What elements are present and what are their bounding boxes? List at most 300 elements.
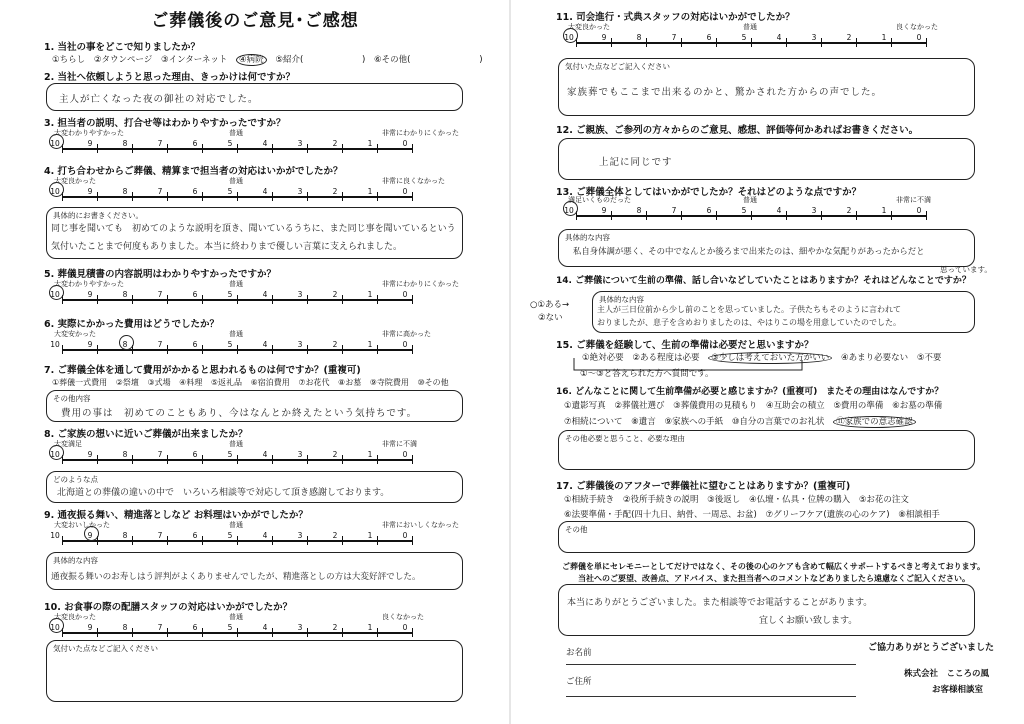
- scale-left-label: 大変良かった: [54, 613, 96, 621]
- scale-tick[interactable]: [307, 536, 308, 545]
- scale-tick[interactable]: [751, 211, 752, 220]
- q11-answer: 家族葬でもここまで出来るのかと、驚かされた方からの声でした。: [567, 87, 883, 98]
- scale-tick[interactable]: [97, 455, 98, 464]
- q1-option[interactable]: ③インターネット: [160, 55, 228, 65]
- q15-option[interactable]: ⑤不要: [916, 353, 942, 363]
- q13-scale[interactable]: [564, 196, 976, 226]
- scale-number[interactable]: 10: [50, 531, 60, 540]
- q10-text: 10. お食事の際の配膳スタッフの対応はいかがでしたか？: [44, 602, 293, 613]
- scale-mid-label: 普通: [229, 330, 243, 338]
- scale-number[interactable]: 3: [297, 290, 303, 299]
- scale-tick[interactable]: [856, 211, 857, 220]
- q13-answer-box[interactable]: [558, 229, 975, 267]
- q17-option[interactable]: ③後返し: [707, 495, 741, 505]
- scale-number[interactable]: 9: [87, 139, 93, 148]
- q15-option[interactable]: ④あまり必要ない: [840, 353, 909, 363]
- scale-tick[interactable]: [97, 295, 98, 304]
- scale-number[interactable]: 8: [122, 290, 128, 299]
- q9-scale[interactable]: [50, 521, 462, 551]
- q7-box-label: その他内容: [53, 394, 91, 403]
- scale-number[interactable]: 3: [811, 33, 817, 42]
- scale-tick[interactable]: [307, 144, 308, 153]
- scale-number[interactable]: 2: [332, 340, 338, 349]
- scale-right-label: 非常に不満: [896, 196, 931, 204]
- q7-option[interactable]: ⑩その他: [417, 378, 449, 387]
- scale-number[interactable]: 2: [332, 290, 338, 299]
- right-page: [512, 0, 1024, 724]
- scale-number[interactable]: 10: [564, 33, 574, 42]
- scale-number[interactable]: 9: [87, 187, 93, 196]
- q7-option[interactable]: ⑦お花代: [298, 378, 330, 387]
- scale-tick[interactable]: [891, 211, 892, 220]
- q7-answer-box[interactable]: [46, 390, 463, 422]
- scale-tick[interactable]: [377, 536, 378, 545]
- scale-number[interactable]: 7: [157, 450, 163, 459]
- scale-number[interactable]: 6: [192, 187, 198, 196]
- scale-number[interactable]: 3: [297, 450, 303, 459]
- scale-number[interactable]: 5: [227, 450, 233, 459]
- scale-number[interactable]: 6: [192, 290, 198, 299]
- q16-option[interactable]: ③葬儀費用の見積もり: [673, 401, 758, 411]
- q7-option[interactable]: ⑧お墓: [338, 378, 362, 387]
- scale-number[interactable]: 1: [367, 290, 373, 299]
- scale-selected-circle: [563, 28, 578, 43]
- q16-option[interactable]: ⑩自分の言葉でのお礼状: [731, 417, 825, 427]
- scale-number[interactable]: 6: [192, 139, 198, 148]
- q11-answer-box[interactable]: [558, 58, 975, 116]
- scale-number[interactable]: 10: [50, 340, 60, 349]
- scale-tick[interactable]: [412, 455, 413, 464]
- scale-selected-circle: [563, 201, 578, 216]
- q7-option[interactable]: ②祭壇: [115, 378, 139, 387]
- scale-tick[interactable]: [377, 455, 378, 464]
- scale-tick[interactable]: [132, 455, 133, 464]
- q14-answer-box[interactable]: [592, 291, 975, 333]
- scale-tick[interactable]: [202, 345, 203, 354]
- scale-number[interactable]: 0: [402, 623, 408, 632]
- q7-option[interactable]: ⑥宿泊費用: [250, 378, 290, 387]
- q11-scale[interactable]: [564, 23, 976, 53]
- q7-option[interactable]: ③式場: [147, 378, 171, 387]
- scale-number[interactable]: 1: [367, 450, 373, 459]
- q2-answer-box[interactable]: [46, 83, 463, 111]
- q1-option[interactable]: ①ちらし: [52, 55, 86, 65]
- scale-number[interactable]: 0: [916, 33, 922, 42]
- q14-no[interactable]: ②ない: [538, 313, 563, 323]
- scale-tick[interactable]: [856, 38, 857, 47]
- q16-option[interactable]: ⑧遺言: [631, 417, 656, 427]
- scale-tick[interactable]: [342, 345, 343, 354]
- scale-number[interactable]: 7: [157, 340, 163, 349]
- scale-tick[interactable]: [132, 536, 133, 545]
- scale-tick[interactable]: [342, 144, 343, 153]
- scale-number[interactable]: 5: [227, 187, 233, 196]
- scale-tick[interactable]: [377, 628, 378, 637]
- scale-number[interactable]: 2: [846, 206, 852, 215]
- scale-tick[interactable]: [132, 628, 133, 637]
- scale-tick[interactable]: [342, 455, 343, 464]
- q16-option[interactable]: ⑤費用の準備: [833, 401, 884, 411]
- scale-number[interactable]: 4: [262, 450, 268, 459]
- scale-number[interactable]: 10: [50, 290, 60, 299]
- scale-tick[interactable]: [786, 38, 787, 47]
- q7-option[interactable]: ①葬儀一式費用: [52, 378, 108, 387]
- scale-number[interactable]: 3: [297, 623, 303, 632]
- scale-number[interactable]: 4: [262, 187, 268, 196]
- scale-number[interactable]: 1: [367, 187, 373, 196]
- scale-number[interactable]: 0: [402, 531, 408, 540]
- scale-number[interactable]: 3: [297, 187, 303, 196]
- q1-option[interactable]: ⑤紹介(: [275, 55, 304, 65]
- scale-tick[interactable]: [926, 38, 927, 47]
- q17-option[interactable]: ⑦グリーフケア(遺族の心のケア): [765, 510, 890, 520]
- scale-tick[interactable]: [926, 211, 927, 220]
- scale-tick[interactable]: [272, 144, 273, 153]
- scale-number[interactable]: 5: [227, 623, 233, 632]
- scale-number[interactable]: 10: [50, 139, 60, 148]
- scale-number[interactable]: 9: [601, 33, 607, 42]
- company-name: 株式会社 こころの風: [904, 669, 990, 679]
- scale-number[interactable]: 1: [367, 340, 373, 349]
- scale-tick[interactable]: [202, 628, 203, 637]
- scale-number[interactable]: 7: [671, 206, 677, 215]
- scale-tick[interactable]: [167, 345, 168, 354]
- scale-right-label: 良くなかった: [896, 23, 938, 31]
- q9-answer-box[interactable]: [46, 552, 463, 590]
- scale-tick[interactable]: [377, 295, 378, 304]
- scale-tick[interactable]: [237, 536, 238, 545]
- scale-tick[interactable]: [716, 38, 717, 47]
- scale-number[interactable]: 1: [881, 206, 887, 215]
- scale-right-label: 非常に良くなかった: [382, 177, 445, 185]
- scale-number[interactable]: 1: [367, 623, 373, 632]
- scale-tick[interactable]: [202, 192, 203, 201]
- q16-answer-box[interactable]: [558, 430, 975, 470]
- scale-tick[interactable]: [272, 455, 273, 464]
- q17-option[interactable]: ①相続手続き: [564, 495, 615, 505]
- scale-number[interactable]: 1: [367, 139, 373, 148]
- q16-option[interactable]: ④互助会の積立: [765, 401, 825, 411]
- q17-option[interactable]: ⑤お花の注文: [858, 495, 909, 505]
- scale-tick[interactable]: [646, 38, 647, 47]
- scale-left-label: 大変安かった: [54, 330, 96, 338]
- scale-tick[interactable]: [751, 38, 752, 47]
- closing-answer-box[interactable]: [558, 584, 975, 636]
- scale-tick[interactable]: [412, 295, 413, 304]
- scale-number[interactable]: 6: [192, 340, 198, 349]
- scale-number[interactable]: 0: [402, 340, 408, 349]
- scale-number[interactable]: 8: [122, 139, 128, 148]
- scale-tick[interactable]: [237, 455, 238, 464]
- scale-tick[interactable]: [377, 345, 378, 354]
- scale-tick[interactable]: [97, 628, 98, 637]
- q17-option[interactable]: ⑥法要準備・手配(四十九日、納骨、一周忌、お盆): [564, 510, 757, 520]
- scale-number[interactable]: 1: [367, 531, 373, 540]
- scale-number[interactable]: 2: [332, 187, 338, 196]
- scale-tick[interactable]: [412, 345, 413, 354]
- q11-box-label: 気付いた点などご記入ください: [565, 62, 670, 71]
- q7-text: 7. ご葬儀全体を通して費用がかかると思われるものは何ですか？(重複可): [44, 365, 361, 376]
- q6-scale[interactable]: [50, 330, 462, 360]
- scale-tick[interactable]: [97, 345, 98, 354]
- scale-tick[interactable]: [821, 211, 822, 220]
- scale-number[interactable]: 5: [741, 206, 747, 215]
- scale-number[interactable]: 9: [87, 290, 93, 299]
- scale-tick[interactable]: [342, 628, 343, 637]
- scale-tick[interactable]: [167, 455, 168, 464]
- scale-number[interactable]: 4: [262, 531, 268, 540]
- q16-option[interactable]: ②葬儀社選び: [614, 401, 665, 411]
- scale-number[interactable]: 6: [706, 33, 712, 42]
- scale-tick[interactable]: [611, 211, 612, 220]
- q6-text: 6. 実際にかかった費用はどうでしたか？: [44, 319, 220, 330]
- scale-selected-circle: [84, 526, 99, 541]
- q17-option[interactable]: ④仏壇・仏具・位牌の購入: [748, 495, 851, 505]
- q10-box-label: 気付いた点などご記入ください: [53, 644, 158, 653]
- left-page: [0, 0, 510, 724]
- scale-tick[interactable]: [202, 536, 203, 545]
- q15-option[interactable]: ②ある程度は必要: [632, 353, 700, 363]
- address-field[interactable]: [566, 696, 856, 697]
- q17-options-row2: [564, 508, 946, 520]
- q16-option[interactable]: ⑨家族への手紙: [664, 417, 724, 427]
- q8-answer-box[interactable]: [46, 471, 463, 503]
- scale-number[interactable]: 8: [122, 340, 128, 349]
- q15-option[interactable]: ①絶対必要: [582, 353, 624, 363]
- scale-mid-label: 普通: [229, 521, 243, 529]
- scale-mid-label: 普通: [743, 23, 757, 31]
- scale-number[interactable]: 10: [50, 187, 60, 196]
- scale-tick[interactable]: [167, 192, 168, 201]
- scale-number[interactable]: 5: [741, 33, 747, 42]
- scale-number[interactable]: 7: [157, 623, 163, 632]
- scale-tick[interactable]: [611, 38, 612, 47]
- q1-option-selected[interactable]: ④病院: [236, 54, 267, 66]
- scale-number[interactable]: 9: [87, 623, 93, 632]
- scale-tick[interactable]: [272, 192, 273, 201]
- scale-number[interactable]: 9: [601, 206, 607, 215]
- q10-answer-box[interactable]: [46, 640, 463, 702]
- scale-tick[interactable]: [307, 455, 308, 464]
- scale-tick[interactable]: [132, 144, 133, 153]
- scale-number[interactable]: 9: [87, 531, 93, 540]
- scale-number[interactable]: 4: [262, 290, 268, 299]
- scale-number[interactable]: 5: [227, 340, 233, 349]
- q7-option[interactable]: ⑨寺院費用: [369, 378, 409, 387]
- q4-answer-box[interactable]: [46, 207, 463, 259]
- scale-number[interactable]: 8: [122, 531, 128, 540]
- scale-number[interactable]: 8: [636, 33, 642, 42]
- scale-tick[interactable]: [167, 536, 168, 545]
- scale-number[interactable]: 6: [192, 531, 198, 540]
- q12-answer-box[interactable]: [558, 138, 975, 180]
- scale-tick[interactable]: [272, 536, 273, 545]
- q16-option[interactable]: ⑥お墓の準備: [892, 401, 943, 411]
- q17-answer-box[interactable]: [558, 521, 975, 553]
- scale-tick[interactable]: [202, 144, 203, 153]
- scale-tick[interactable]: [342, 536, 343, 545]
- scale-number[interactable]: 3: [811, 206, 817, 215]
- q15-option-selected[interactable]: ③少しは考えておいた方がいい: [708, 352, 832, 364]
- q17-option[interactable]: ⑧相談相手: [898, 510, 940, 520]
- scale-tick[interactable]: [272, 628, 273, 637]
- q16-option[interactable]: ⑦相続について: [564, 417, 623, 427]
- scale-number[interactable]: 2: [846, 33, 852, 42]
- scale-mid-label: 普通: [229, 280, 243, 288]
- q14-yes[interactable]: ○①ある→: [530, 300, 570, 310]
- q12-text: 12. ご親族、ご参列の方々からのご意見、感想、評価等何かあればお書きください。: [556, 125, 919, 136]
- scale-number[interactable]: 3: [297, 340, 303, 349]
- scale-number[interactable]: 9: [87, 450, 93, 459]
- scale-number[interactable]: 8: [122, 623, 128, 632]
- scale-number[interactable]: 0: [402, 139, 408, 148]
- scale-number[interactable]: 10: [50, 623, 60, 632]
- scale-tick[interactable]: [377, 192, 378, 201]
- q16-option-selected[interactable]: ⑪家族での意志確認: [833, 416, 916, 428]
- q16-option[interactable]: ①遺影写真: [564, 401, 606, 411]
- scale-tick[interactable]: [202, 455, 203, 464]
- scale-number[interactable]: 5: [227, 290, 233, 299]
- closing-answer-line2: 宜しくお願い致します。: [759, 616, 858, 626]
- scale-number[interactable]: 6: [192, 450, 198, 459]
- scale-number[interactable]: 4: [262, 340, 268, 349]
- scale-number[interactable]: 7: [157, 531, 163, 540]
- q7-answer: 費用の事は 初めてのこともあり、今はなんとか終えたという気持ちです。: [61, 408, 418, 419]
- scale-right-label: 非常に不満: [382, 440, 417, 448]
- name-field[interactable]: [566, 664, 856, 665]
- scale-number[interactable]: 4: [776, 33, 782, 42]
- scale-tick[interactable]: [307, 295, 308, 304]
- scale-number[interactable]: 10: [50, 450, 60, 459]
- scale-tick[interactable]: [307, 345, 308, 354]
- scale-number[interactable]: 5: [227, 139, 233, 148]
- scale-left-label: 大変わかりやすかった: [54, 129, 124, 137]
- scale-number[interactable]: 0: [916, 206, 922, 215]
- scale-number[interactable]: 10: [564, 206, 574, 215]
- scale-tick[interactable]: [167, 144, 168, 153]
- scale-number[interactable]: 7: [671, 33, 677, 42]
- scale-number[interactable]: 6: [192, 623, 198, 632]
- scale-tick[interactable]: [167, 628, 168, 637]
- scale-number[interactable]: 7: [157, 139, 163, 148]
- q1-option[interactable]: ⑥その他(: [374, 55, 411, 65]
- q4-box-label: 具体的にお書きください。: [53, 211, 143, 220]
- q12-answer: 上記に同じです: [599, 157, 673, 168]
- scale-number[interactable]: 3: [297, 531, 303, 540]
- q13-box-label: 具体的な内容: [565, 233, 610, 242]
- scale-tick[interactable]: [237, 295, 238, 304]
- scale-tick[interactable]: [237, 144, 238, 153]
- scale-tick[interactable]: [237, 628, 238, 637]
- scale-number[interactable]: 9: [87, 340, 93, 349]
- q1-option[interactable]: ②タウンページ: [93, 55, 153, 65]
- scale-number[interactable]: 5: [227, 531, 233, 540]
- q10-scale[interactable]: [50, 613, 462, 643]
- q4-scale[interactable]: [50, 177, 462, 207]
- scale-number[interactable]: 2: [332, 139, 338, 148]
- q15-followup: ①～③と答えられた方へ質問です。: [580, 369, 714, 379]
- scale-tick[interactable]: [412, 192, 413, 201]
- scale-selected-circle: [49, 182, 64, 197]
- scale-tick[interactable]: [307, 192, 308, 201]
- q2-text: 2. 当社へ依頼しようと思った理由、きっかけは何ですか？: [44, 72, 296, 83]
- q5-scale[interactable]: [50, 280, 462, 310]
- scale-number[interactable]: 4: [776, 206, 782, 215]
- scale-number[interactable]: 8: [122, 450, 128, 459]
- scale-tick[interactable]: [821, 38, 822, 47]
- scale-tick[interactable]: [167, 295, 168, 304]
- scale-tick[interactable]: [342, 192, 343, 201]
- q9-text: 9. 通夜振る舞い、精進落としなど お料理はいかがでしたか？: [44, 510, 308, 521]
- scale-number[interactable]: 0: [402, 187, 408, 196]
- scale-tick[interactable]: [132, 192, 133, 201]
- scale-tick[interactable]: [342, 295, 343, 304]
- scale-tick[interactable]: [412, 144, 413, 153]
- q7-option[interactable]: ⑤返礼品: [210, 378, 243, 387]
- scale-number[interactable]: 2: [332, 450, 338, 459]
- scale-tick[interactable]: [307, 628, 308, 637]
- scale-number[interactable]: 7: [157, 290, 163, 299]
- scale-tick[interactable]: [412, 628, 413, 637]
- q3-scale[interactable]: [50, 129, 462, 159]
- scale-number[interactable]: 8: [122, 187, 128, 196]
- scale-tick[interactable]: [237, 192, 238, 201]
- thanks-text: ご協力ありがとうございました: [868, 643, 995, 653]
- scale-number[interactable]: 3: [297, 139, 303, 148]
- scale-tick[interactable]: [681, 211, 682, 220]
- scale-number[interactable]: 4: [262, 139, 268, 148]
- scale-tick[interactable]: [97, 144, 98, 153]
- scale-tick[interactable]: [62, 345, 63, 354]
- scale-number[interactable]: 2: [332, 531, 338, 540]
- scale-tick[interactable]: [786, 211, 787, 220]
- scale-tick[interactable]: [272, 295, 273, 304]
- scale-right-label: 非常にわかりにくかった: [382, 129, 459, 137]
- scale-tick[interactable]: [377, 144, 378, 153]
- scale-tick[interactable]: [62, 536, 63, 545]
- scale-tick[interactable]: [202, 295, 203, 304]
- scale-tick[interactable]: [97, 192, 98, 201]
- q14-answer-line2: おりましたが、息子を含めおりましたのは、やはりこの場を用意していたのでした。: [597, 318, 901, 327]
- q7-option[interactable]: ④料理: [179, 378, 203, 387]
- q13-text: 13. ご葬儀全体としてはいかがでしたか？それはどのような点ですか？: [556, 187, 862, 198]
- scale-tick[interactable]: [716, 211, 717, 220]
- q8-text: 8. ご家族の想いに近いご葬儀が出来ましたか？: [44, 429, 248, 440]
- q8-scale[interactable]: [50, 440, 462, 470]
- scale-number[interactable]: 2: [332, 623, 338, 632]
- scale-tick[interactable]: [646, 211, 647, 220]
- scale-tick[interactable]: [132, 295, 133, 304]
- scale-number[interactable]: 1: [881, 33, 887, 42]
- q16-options-row2: [564, 415, 922, 427]
- scale-tick[interactable]: [681, 38, 682, 47]
- q14-text: 14. ご葬儀について生前の準備、話し合いなどしていたことはありますか？それはどんなことですか？: [556, 276, 971, 286]
- scale-number[interactable]: 6: [706, 206, 712, 215]
- scale-number[interactable]: 0: [402, 450, 408, 459]
- scale-number[interactable]: 8: [636, 206, 642, 215]
- scale-tick[interactable]: [237, 345, 238, 354]
- q17-option[interactable]: ②役所手続きの説明: [622, 495, 699, 505]
- scale-tick[interactable]: [412, 536, 413, 545]
- scale-left-label: 大変満足: [54, 440, 82, 448]
- scale-number[interactable]: 0: [402, 290, 408, 299]
- scale-number[interactable]: 4: [262, 623, 268, 632]
- scale-tick[interactable]: [891, 38, 892, 47]
- scale-tick[interactable]: [272, 345, 273, 354]
- closing-line2: 当社へのご要望、改善点、アドバイス、また担当者へのコメントなどありましたら遠慮なくご記入ください。: [578, 574, 970, 583]
- scale-number[interactable]: 7: [157, 187, 163, 196]
- scale-selected-circle: [49, 285, 64, 300]
